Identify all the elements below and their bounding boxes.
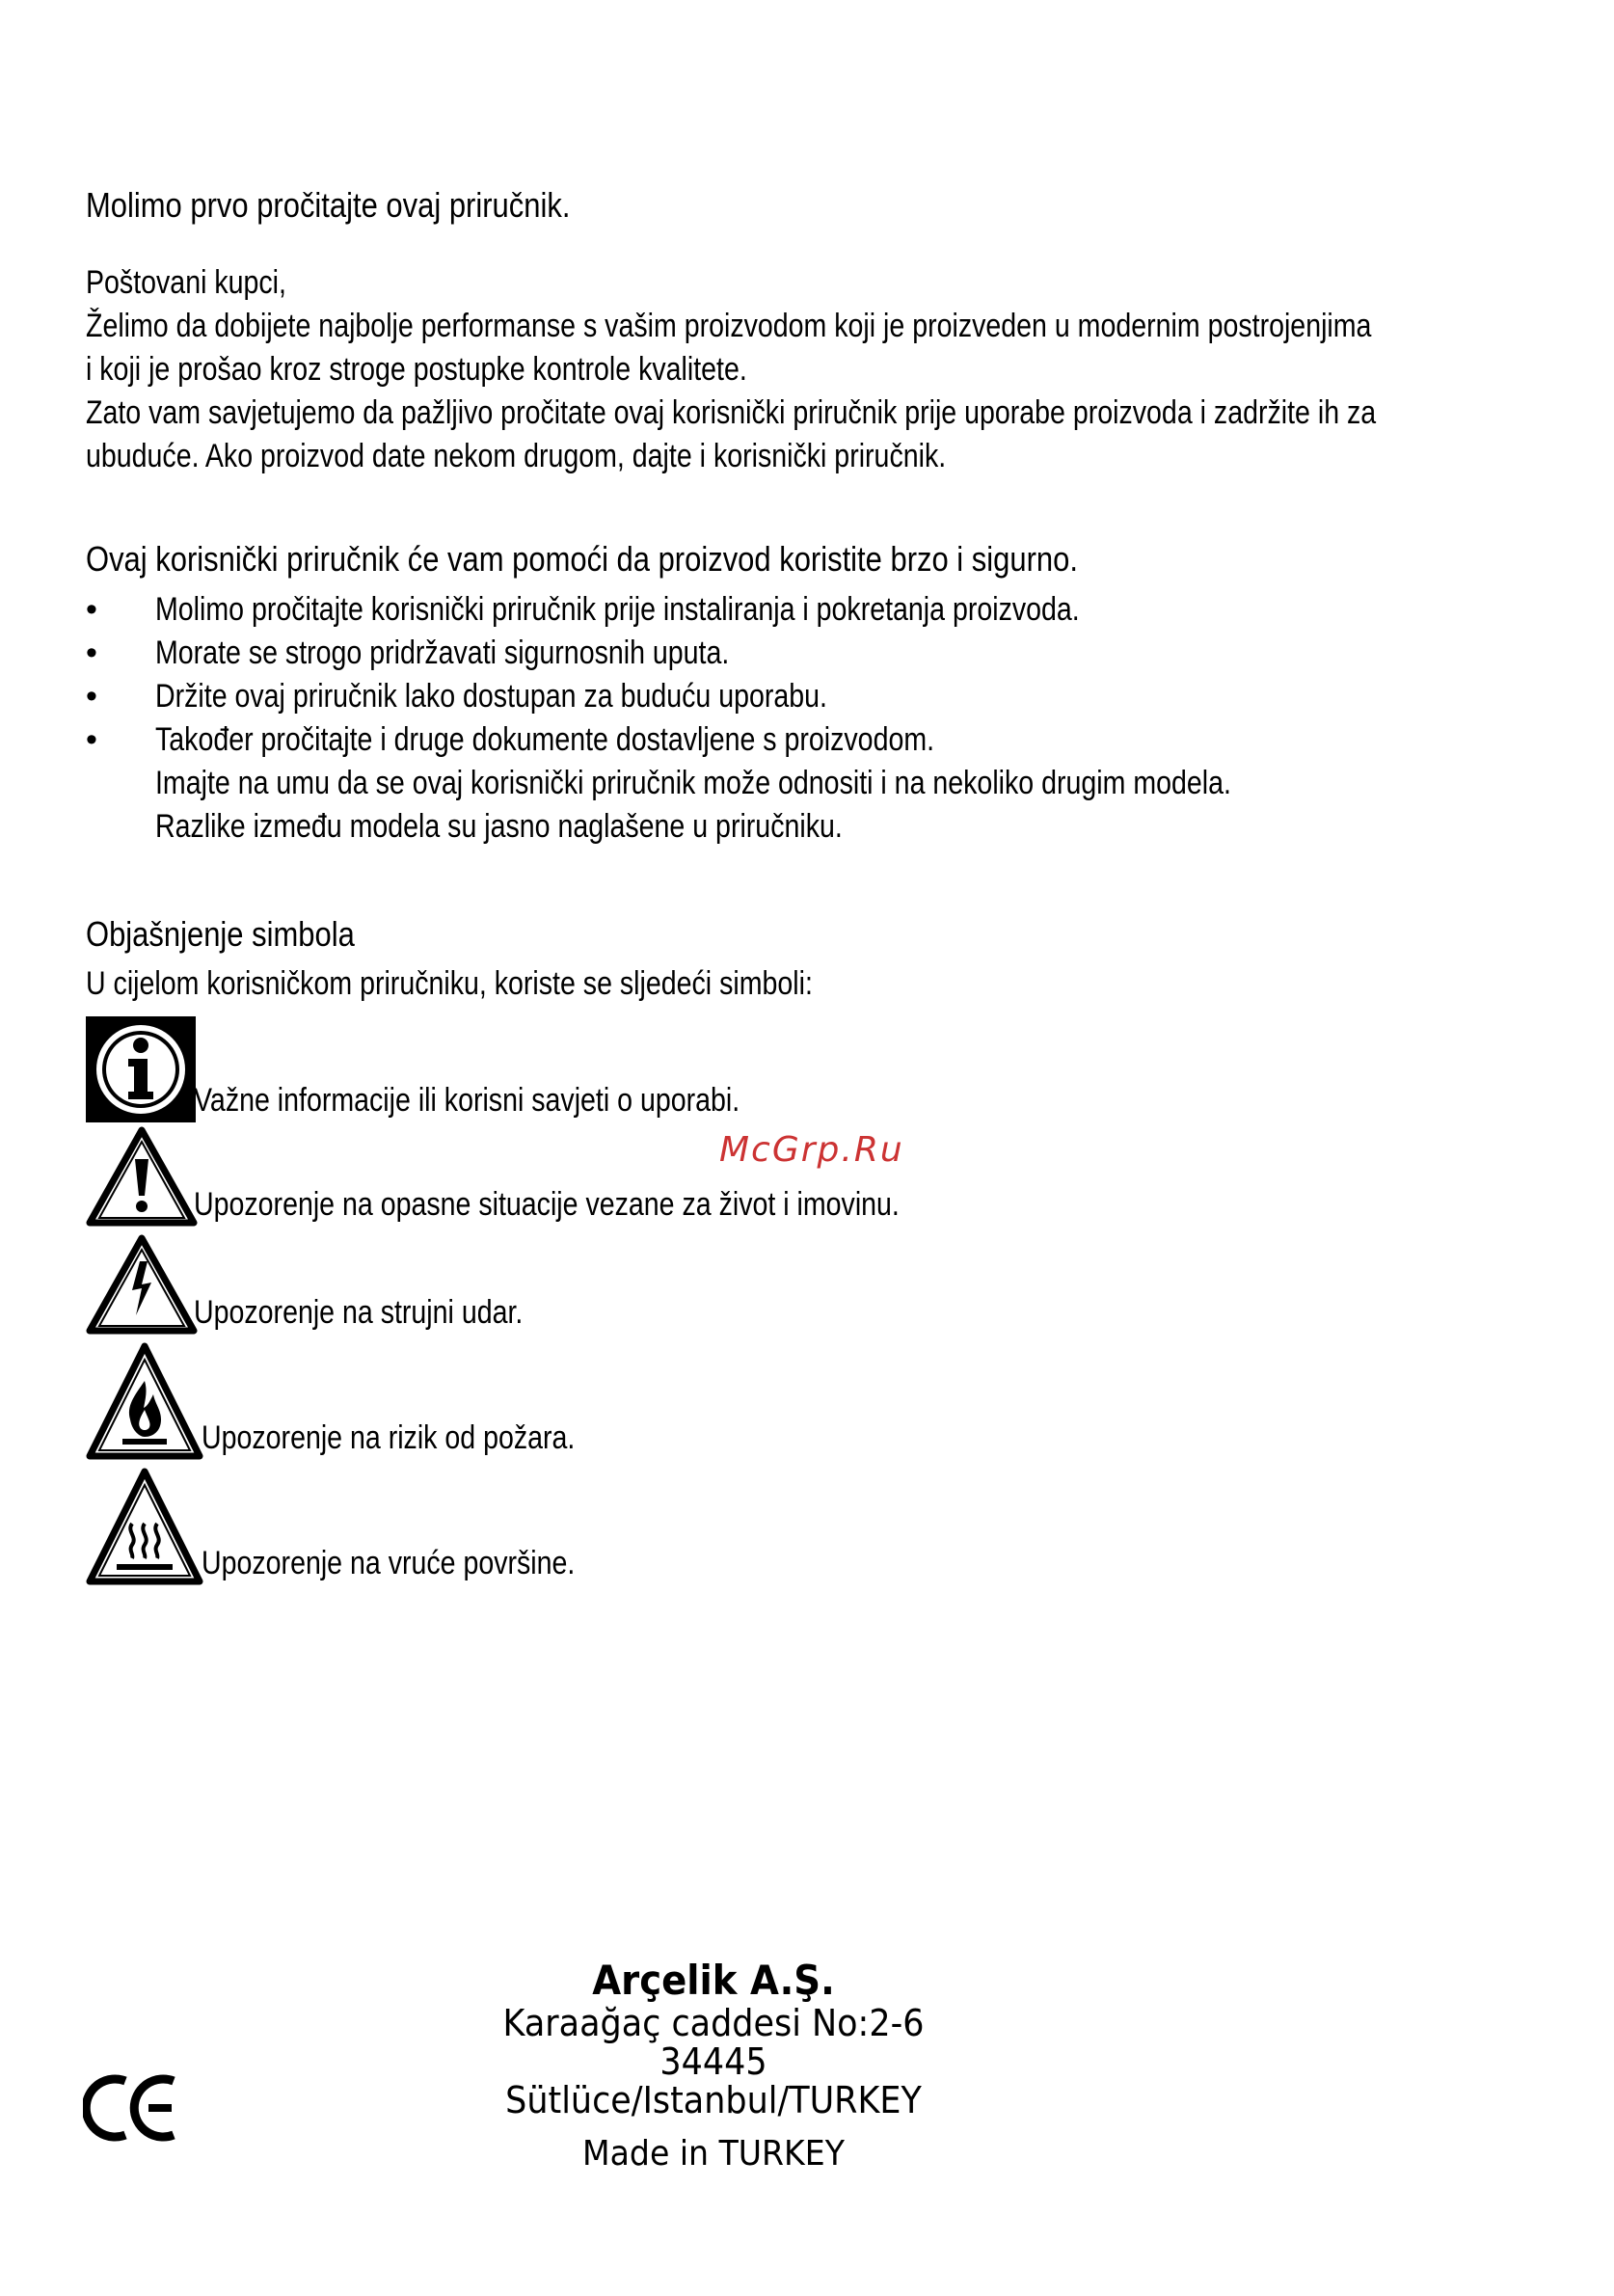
- bullet-dot: •: [86, 635, 97, 671]
- bullet-text: Držite ovaj priručnik lako dostupan za buduću uporabu.: [155, 678, 827, 715]
- symbols-intro: U cijelom korisničkom priručniku, koriste se sljedeći simboli:: [86, 965, 813, 1002]
- symbol-row-electric: [86, 1234, 1050, 1335]
- bullet-continuation-text: Imajte na umu da se ovaj korisnički priručnik može odnositi i na nekoliko drugim modela.: [155, 765, 1231, 801]
- electric-shock-icon: [86, 1234, 198, 1335]
- bullet-text: Također pročitajte i druge dokumente dostavljene s proizvodom.: [155, 721, 935, 758]
- intro-line: Zato vam savjetujemo da pažljivo pročitate ovaj korisnički priručnik prije uporabe proizvoda i zadržite ih za: [86, 394, 1377, 431]
- manufacturer-address: [424, 1958, 1003, 2175]
- bullet-text: Morate se strogo pridržavati sigurnosnih uputa.: [155, 635, 730, 671]
- heading-manual-help: Ovaj korisnički priručnik će vam pomoći da proizvod koristite brzo i sigurno.: [86, 539, 1078, 579]
- watermark: McGrp.Ru: [719, 1130, 904, 1170]
- intro-line: ubuduće. Ako proizvod date nekom drugom, dajte i korisnički priručnik.: [86, 438, 947, 474]
- symbol-row-warning: [86, 1126, 1050, 1227]
- bullet-continuation-text: Razlike između modela su jasno naglašene u priručniku.: [155, 808, 843, 845]
- symbol-label-fire: Upozorenje na rizik od požara.: [202, 1419, 576, 1456]
- heading-symbols: Objašnjenje simbola: [86, 914, 355, 954]
- intro-paragraph: [86, 261, 1614, 478]
- symbol-label-warning: Upozorenje na opasne situacije vezane za život i imovinu.: [194, 1186, 900, 1223]
- hot-surface-icon: [86, 1468, 203, 1585]
- address-line: Karaağaç caddesi No:2-6: [502, 2002, 925, 2044]
- made-in: Made in TURKEY: [582, 2134, 845, 2174]
- company-name: Arçelik A.Ş.: [592, 1957, 835, 2004]
- heading-read-first: Molimo prvo pročitajte ovaj priručnik.: [86, 185, 571, 225]
- ce-mark-icon: [83, 2073, 179, 2143]
- symbol-row-fire: [86, 1342, 1050, 1460]
- symbol-label-electric: Upozorenje na strujni udar.: [194, 1294, 524, 1331]
- intro-line: i koji je prošao kroz stroge postupke kontrole kvalitete.: [86, 351, 747, 388]
- intro-line: Želimo da dobijete najbolje performanse s vašim proizvodom koji je proizveden u modernim postrojenjima: [86, 308, 1372, 344]
- bullet-dot: •: [86, 591, 97, 628]
- intro-line: Poštovani kupci,: [86, 264, 286, 301]
- symbol-label-hot-surface: Upozorenje na vruće površine.: [202, 1545, 576, 1581]
- bullet-dot: •: [86, 678, 97, 715]
- symbol-row-info: [86, 1011, 1050, 1122]
- symbol-row-hot-surface: [86, 1468, 1050, 1585]
- bullet-text: Molimo pročitajte korisnički priručnik prije instaliranja i pokretanja proizvoda.: [155, 591, 1080, 628]
- address-line: 34445 Sütlüce/Istanbul/TURKEY: [505, 2040, 922, 2121]
- bullet-dot: •: [86, 721, 97, 758]
- symbol-label-info: Važne informacije ili korisni savjeti o uporabi.: [194, 1082, 740, 1119]
- fire-icon: [86, 1342, 203, 1460]
- info-icon: [86, 1016, 196, 1122]
- warning-icon: [86, 1126, 198, 1227]
